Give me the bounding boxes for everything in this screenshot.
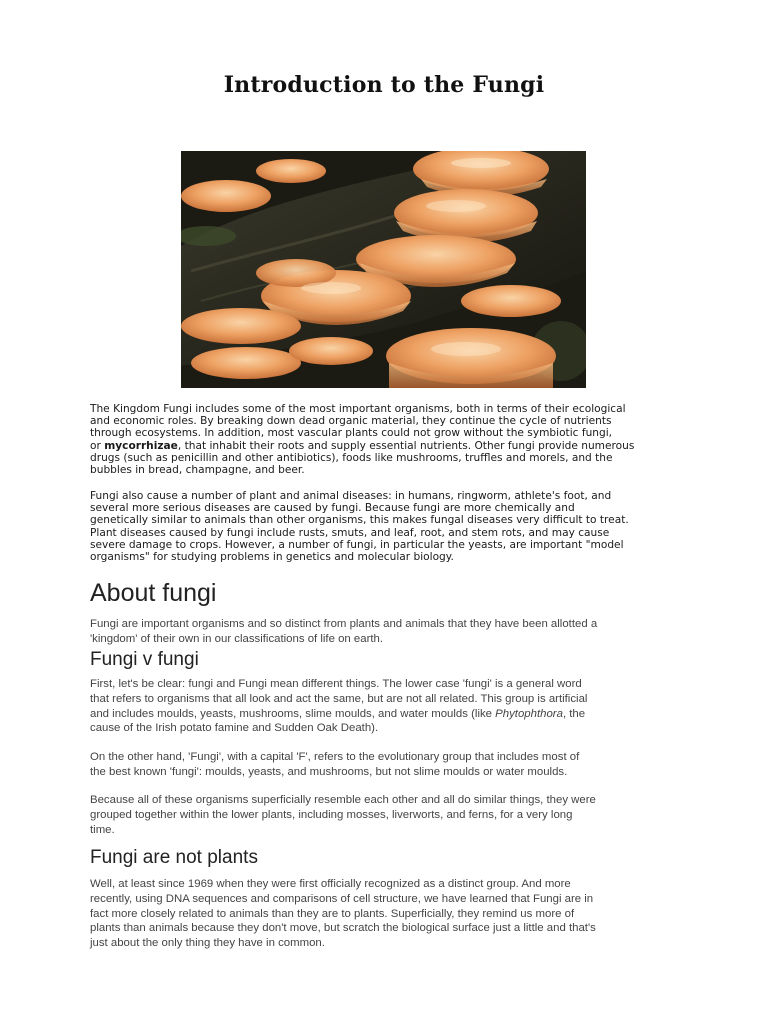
phytophthora-term: Phytophthora <box>495 707 563 720</box>
text-line: Because all of these organisms superficially resemble each other and all do similar things, they were <box>90 794 596 806</box>
fungi-v-fungi-paragraph-3 <box>90 793 682 837</box>
text-span: and includes moulds, yeasts, mushrooms, slime moulds, and water moulds (like <box>90 707 496 720</box>
intro-paragraph-1 <box>90 403 682 476</box>
text-line: cause of the Irish potato famine and Sudden Oak Death). <box>90 722 379 735</box>
text-span: or <box>90 439 105 452</box>
fungi-v-fungi-paragraph-2 <box>90 750 682 780</box>
text-line: 'kingdom' of their own in our classifications of life on earth. <box>90 632 384 645</box>
fungi-not-plants-paragraph <box>90 877 682 951</box>
text-line: severe damage to crops. However, a number of fungi, in particular the yeasts, are important "model <box>90 538 624 551</box>
text-line: that refers to organisms that all look and act the same, but are not all related. This group is artificial <box>90 692 588 705</box>
mushroom-illustration <box>181 151 586 388</box>
text-line: drugs (such as penicillin and other antibiotics), foods like mushrooms, truffles and morels, and the <box>90 451 613 464</box>
intro-paragraph-2 <box>90 490 682 563</box>
mycorrhizae-term: mycorrhizae <box>104 439 178 452</box>
text-line: plants than animals because they don't move, but scratch the biological surface just a little and that's <box>90 922 596 935</box>
text-span: , the <box>562 707 586 720</box>
text-line: bubbles in bread, champagne, and beer. <box>90 464 305 477</box>
text-line: grouped together within the lower plants, including mosses, liverworts, and ferns, for a very long <box>90 808 573 821</box>
text-line: Well, at least since 1969 when they were first officially recognized as a distinct group. And more <box>90 878 571 890</box>
fungi-v-fungi-paragraph-1 <box>90 677 682 736</box>
text-line: time. <box>90 823 115 836</box>
text-line: First, let's be clear: fungi and Fungi mean different things. The lower case 'fungi' is a general word <box>90 678 582 690</box>
fungi-v-fungi-heading: Fungi v fungi <box>90 649 199 670</box>
text-span: , that inhabit their roots and supply essential nutrients. Other fungi provide numerous <box>177 439 635 452</box>
text-line: Fungi also cause a number of plant and animal diseases: in humans, ringworm, athlete's foot, and <box>90 490 612 502</box>
about-fungi-heading: About fungi <box>90 579 217 607</box>
mushroom-photo <box>181 151 586 388</box>
text-line: The Kingdom Fungi includes some of the most important organisms, both in terms of their ecological <box>90 403 626 415</box>
text-line: the best known 'fungi': moulds, yeasts, and mushrooms, but not slime moulds or water moulds. <box>90 765 568 778</box>
text-line: recently, using DNA sequences and comparisons of cell structure, we have learned that Fungi are in <box>90 892 594 905</box>
about-fungi-paragraph <box>90 617 682 647</box>
text-line: organisms" for studying problems in genetics and molecular biology. <box>90 551 454 564</box>
text-line <box>90 440 682 452</box>
text-line: Fungi are important organisms and so distinct from plants and animals that they have been allotted a <box>90 618 598 630</box>
text-line: several more serious diseases are caused by fungi. Because fungi are more chemically and <box>90 502 575 515</box>
text-line: Plant diseases caused by fungi include rusts, smuts, and leaf, root, and stem rots, and may cause <box>90 526 610 539</box>
document-title: Introduction to the Fungi <box>223 72 545 98</box>
text-line: genetically similar to animals than other organisms, this makes fungal diseases very difficult to treat. <box>90 514 629 527</box>
text-line: fact more closely related to animals than they are to plants. Superficially, they remind us more of <box>90 907 575 920</box>
text-line <box>90 707 682 722</box>
text-line: just about the only thing they have in common. <box>90 937 325 950</box>
text-line: and economic roles. By breaking down dead organic material, they continue the cycle of nutrients <box>90 415 612 428</box>
text-line: through ecosystems. In addition, most vascular plants could not grow without the symbiotic fungi, <box>90 427 613 440</box>
text-line: On the other hand, 'Fungi', with a capital 'F', refers to the evolutionary group that includes most of <box>90 751 580 763</box>
fungi-not-plants-heading: Fungi are not plants <box>90 847 258 868</box>
